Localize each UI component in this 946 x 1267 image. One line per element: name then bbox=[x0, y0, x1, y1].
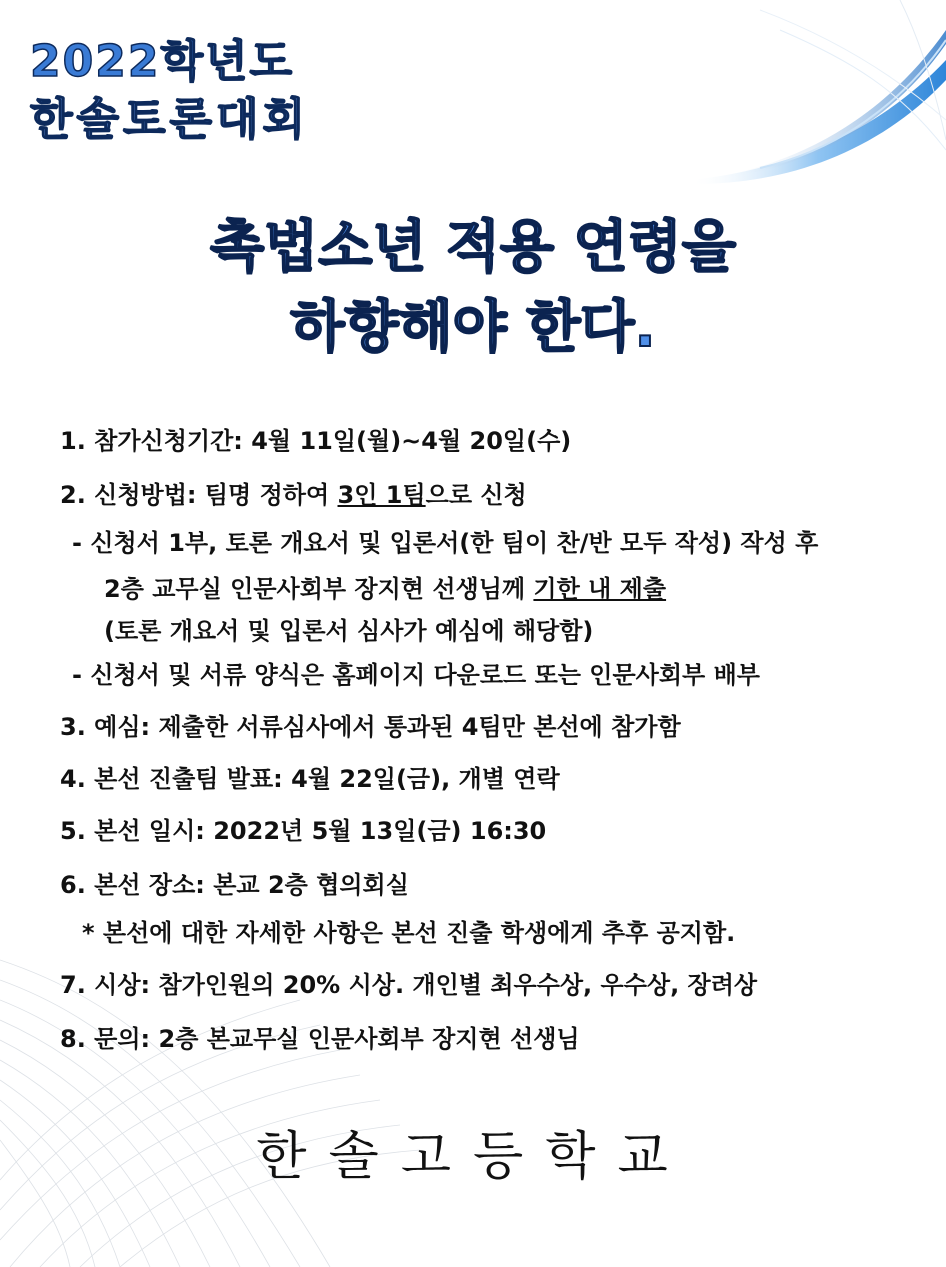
item-text-bold: 참가인원의 20% 시상. bbox=[150, 971, 405, 999]
item-text: 으로 신청 bbox=[425, 481, 527, 509]
item-note: * 본선에 대한 자세한 사항은 본선 진출 학생에게 추후 공지함. bbox=[82, 919, 736, 947]
header-year: 2022학년도 bbox=[30, 36, 294, 87]
item-text: 2층 본교무실 인문사회부 장지현 선생님 bbox=[150, 1025, 580, 1053]
school-name: 한솔고등학교 bbox=[256, 1127, 690, 1187]
item-text: 4월 22일(금), 개별 연락 bbox=[282, 765, 560, 793]
item-label: 7. 시상: bbox=[60, 971, 151, 999]
item-text-underlined: 기한 내 제출 bbox=[533, 575, 667, 603]
item-sub-line: - 신청서 및 서류 양식은 홈페이지 다운로드 또는 인문사회부 배부 bbox=[72, 661, 760, 689]
debate-topic-line-1: 촉법소년 적용 연령을 bbox=[210, 215, 736, 280]
item-label: 3. 예심: bbox=[60, 713, 151, 741]
item-text: 4월 11일(월)~4월 20일(수) bbox=[242, 427, 572, 455]
item-inquiry bbox=[60, 1022, 580, 1056]
item-sub-line bbox=[104, 572, 666, 606]
item-final-datetime bbox=[60, 814, 546, 848]
item-application-method bbox=[60, 478, 527, 512]
item-label: 1. 참가신청기간: bbox=[60, 427, 243, 455]
item-preliminary bbox=[60, 710, 681, 744]
item-text: 개인별 최우수상, 우수상, 장려상 bbox=[404, 971, 758, 999]
header-event-name: 한솔토론대회 bbox=[30, 94, 310, 145]
item-label: 2. 신청방법: bbox=[60, 481, 197, 509]
item-awards bbox=[60, 968, 757, 1002]
debate-topic-line-2: 하향해야 한다. bbox=[290, 295, 656, 360]
item-finalist-announcement bbox=[60, 762, 560, 796]
item-text: 2층 교무실 인문사회부 장지현 선생님께 bbox=[104, 575, 534, 603]
item-text: 제출한 서류심사에서 통과된 4팀만 본선에 참가함 bbox=[150, 713, 681, 741]
item-text-underlined: 3인 1팀 bbox=[337, 481, 426, 509]
item-label: 6. 본선 장소: bbox=[60, 871, 205, 899]
item-label: 4. 본선 진출팀 발표: bbox=[60, 765, 283, 793]
item-sub-line: - 신청서 1부, 토론 개요서 및 입론서(한 팀이 찬/반 모두 작성) 작성 후 bbox=[72, 529, 819, 557]
item-text: 본교 2층 협의회실 bbox=[204, 871, 409, 899]
item-text: 팀명 정하여 bbox=[196, 481, 338, 509]
item-label: 5. 본선 일시: bbox=[60, 817, 205, 845]
item-text: 2022년 5월 13일(금) 16:30 bbox=[204, 817, 547, 845]
item-label: 8. 문의: bbox=[60, 1025, 151, 1053]
item-application-period bbox=[60, 424, 571, 458]
item-sub-line: (토론 개요서 및 입론서 심사가 예심에 해당함) bbox=[104, 617, 594, 645]
item-final-venue bbox=[60, 868, 409, 902]
